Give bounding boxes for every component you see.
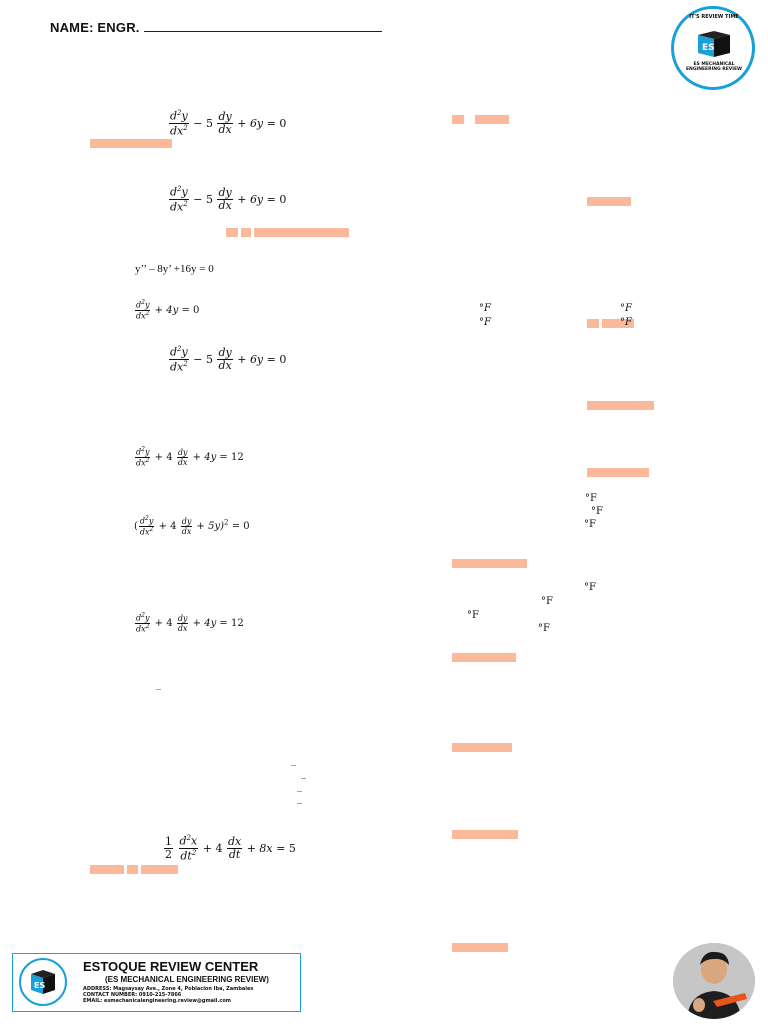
footer-address: ADDRESS: Magsaysay Ave., Zone 4, Poblacion Iba, Zambales (83, 986, 254, 992)
person-avatar-icon (673, 943, 755, 1019)
avatar (673, 943, 755, 1019)
dash-mark: _ (297, 781, 302, 792)
unit-degf: °F (584, 519, 596, 530)
highlight-mark (127, 865, 138, 874)
logo-letters: ES (702, 43, 715, 53)
highlight-answer (254, 228, 349, 237)
footer-email: EMAIL: esmechanicalengineering.review@gmail.com (83, 998, 231, 1004)
dash-mark: _ (291, 755, 296, 766)
review-center-card (12, 953, 301, 1012)
equation-3: y’’ – 8y’ +16y = 0 (135, 263, 214, 275)
highlight-mark (90, 865, 124, 874)
highlight-answer (452, 830, 518, 839)
unit-degf: °F (467, 610, 479, 621)
equation-1: $\frac{d^2y}{dx^2}$ − 5 $\frac{dy}{dx}$ + 6y = 0 (170, 109, 287, 138)
unit-degf: °F (479, 303, 491, 314)
highlight-answer (452, 559, 527, 568)
unit-degf: °F (584, 582, 596, 593)
highlight-answer (587, 468, 649, 477)
unit-degf: °F (620, 317, 632, 328)
highlight-mark (475, 115, 509, 124)
footer-title: ESTOQUE REVIEW CENTER (83, 959, 259, 974)
footer-subtitle: (ES MECHANICAL ENGINEERING REVIEW) (105, 975, 269, 984)
highlight-mark (241, 228, 251, 237)
highlight-answer (452, 653, 516, 662)
highlight-mark (452, 115, 464, 124)
dash-mark: _ (297, 793, 302, 804)
name-label: NAME: ENGR. (50, 20, 140, 35)
unit-degf: °F (479, 317, 491, 328)
es-cube-icon (21, 960, 65, 1004)
logo-sub-text: ES MECHANICAL ENGINEERING REVIEW (685, 62, 743, 72)
footer-contact: CONTACT NUMBER: 0910-215-7866 (83, 992, 182, 998)
name-underline (144, 30, 382, 32)
equation-4: $\frac{d^2y}{dx^2}$ + 4y = 0 (136, 299, 200, 321)
unit-degf: °F (620, 303, 632, 314)
highlight-mark (226, 228, 238, 237)
unit-degf: °F (541, 596, 553, 607)
equation-5: $\frac{d^2y}{dx^2}$ − 5 $\frac{dy}{dx}$ + 6y = 0 (170, 345, 287, 374)
equation-9: $\frac{1}{2}$ $\frac{d^2x}{dt^2}$ + 4 $\frac{dx}{dt}$ + 8x = 5 (165, 834, 296, 863)
equation-7: ( $\frac{d^2y}{dx^2}$ + 4 $\frac{dy}{dx}$ + 5y)$^2$ = 0 (134, 515, 250, 537)
highlight-answer (90, 139, 172, 148)
highlight-answer (452, 943, 508, 952)
highlight-answer (452, 743, 512, 752)
equation-8: $\frac{d^2y}{dx^2}$ + 4 $\frac{dy}{dx}$ + 4y = 12 (136, 612, 244, 634)
logo-ring-text: IT'S REVIEW TIME (689, 14, 739, 20)
equation-2: $\frac{d^2y}{dx^2}$ − 5 $\frac{dy}{dx}$ + 6y = 0 (170, 185, 287, 214)
es-cube-icon (694, 31, 734, 57)
name-field (50, 20, 382, 35)
equation-6: $\frac{d^2y}{dx^2}$ + 4 $\frac{dy}{dx}$ + 4y = 12 (136, 446, 244, 468)
highlight-mark (587, 197, 631, 206)
dash-mark: _ (301, 768, 306, 779)
highlight-answer (587, 401, 654, 410)
highlight-mark (587, 319, 599, 328)
unit-degf: °F (538, 623, 550, 634)
highlight-answer (141, 865, 178, 874)
footer-contact-info (83, 986, 253, 1004)
es-logo (671, 6, 755, 90)
svg-text:ES: ES (34, 981, 46, 990)
unit-degf: °F (585, 493, 597, 504)
unit-degf: °F (591, 506, 603, 517)
footer-logo (19, 958, 67, 1006)
dash-mark: _ (156, 679, 161, 690)
